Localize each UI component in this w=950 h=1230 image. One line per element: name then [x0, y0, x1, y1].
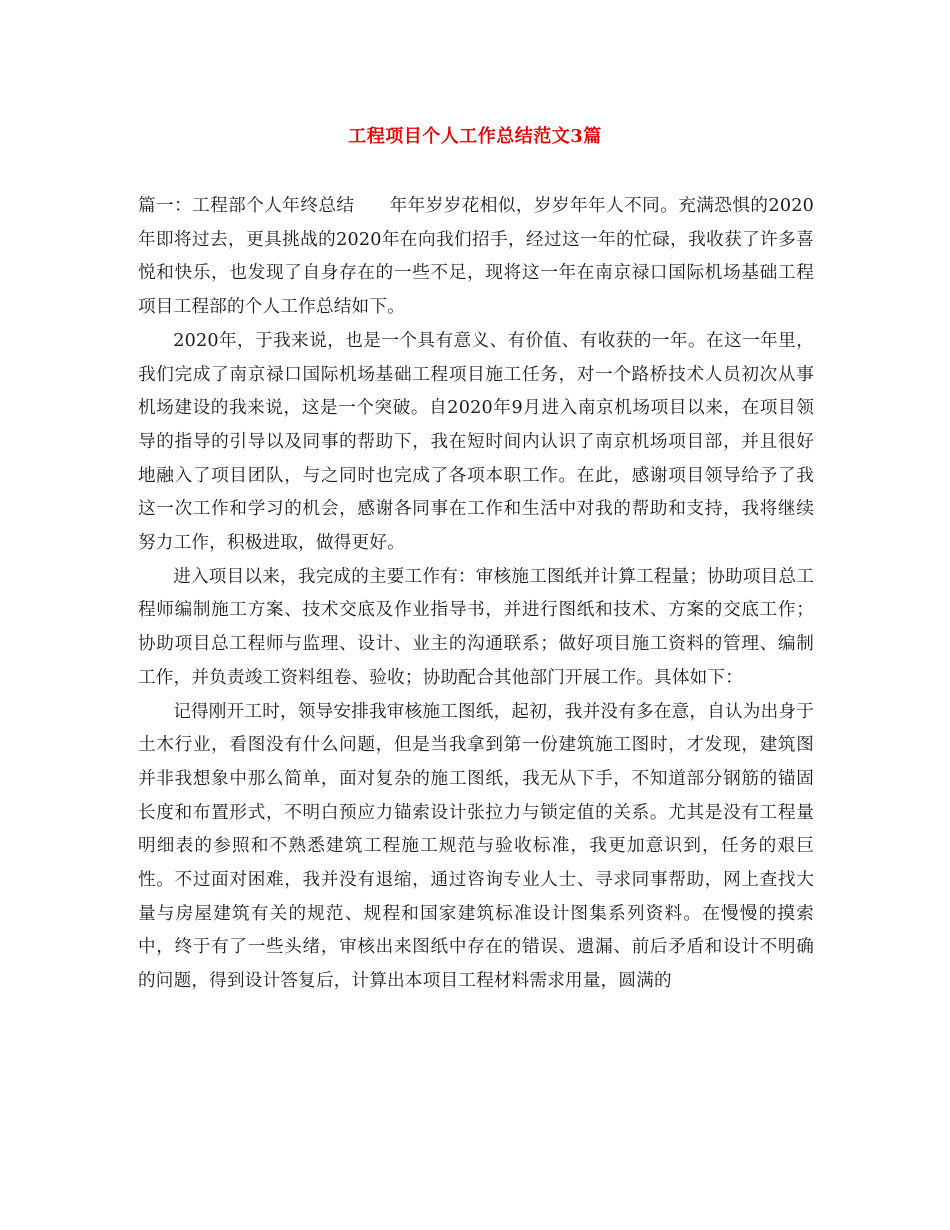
- paragraph-intro: [138, 190, 814, 325]
- document-body: [138, 190, 814, 999]
- paragraph: 进入项目以来，我完成的主要工作有：审核施工图纸并计算工程量；协助项目总工程师编制施工方案、技术交底及作业指导书，并进行图纸和技术、方案的交底工作；协助项目总工程师与监理、设计、业主的沟通联系；做好项目施工资料的管理、编制工作，并负责竣工资料组卷、验收；协助配合其他部门开展工作。具体如下：: [138, 566, 814, 688]
- document-title: 工程项目个人工作总结范文3篇: [348, 126, 602, 147]
- section-label: 篇一：工程部个人年终总结: [138, 196, 355, 216]
- paragraph: 2020年，于我来说，也是一个具有意义、有价值、有收获的一年。在这一年里，我们完成了南京禄口国际机场基础工程项目施工任务，对一个路桥技术人员初次从事机场建设的我来说，这是一个突破。自2020年9月进入南京机场项目以来，在项目领导的指导的引导以及同事的帮助下，我在短时间内认识了南京机场项目部，并且很好地融入了项目团队，与之同时也完成了各项本职工作。在此，感谢项目领导给予了我这一次工作和学习的机会，感谢各同事在工作和生活中对我的帮助和支持，我将继续努力工作，积极进取，做得更好。: [138, 330, 814, 554]
- paragraph: 记得刚开工时，领导安排我审核施工图纸，起初，我并没有多在意，自认为出身于土木行业，看图没有什么问题，但是当我拿到第一份建筑施工图时，才发现，建筑图并非我想象中那么简单，面对复杂的施工图纸，我无从下手，不知道部分钢筋的锚固长度和布置形式，不明白预应力锚索设计张拉力与锁定值的关系。尤其是没有工程量明细表的参照和不熟悉建筑工程施工规范与验收标准，我更加意识到，任务的艰巨性。不过面对困难，我并没有退缩，通过咨询专业人士、寻求同事帮助，网上查找大量与房屋建筑有关的规范、规程和国家建筑标准设计图集系列资料。在慢慢的摸索中，终于有了一些头绪，审核出来图纸中存在的错误、遗漏、前后矛盾和设计不明确的问题，得到设计答复后，计算出本项目工程材料需求用量，圆满的: [138, 701, 814, 992]
- paragraph-text: 年年岁岁花相似，岁岁年年人不同。充满恐惧的2020年即将过去，更具挑战的2020年在向我们招手，经过这一年的忙碌，我收获了许多喜悦和快乐，也发现了自身存在的一些不足，现将这一年在南京禄口国际机场基础工程项目工程部的个人工作总结如下。: [138, 196, 814, 318]
